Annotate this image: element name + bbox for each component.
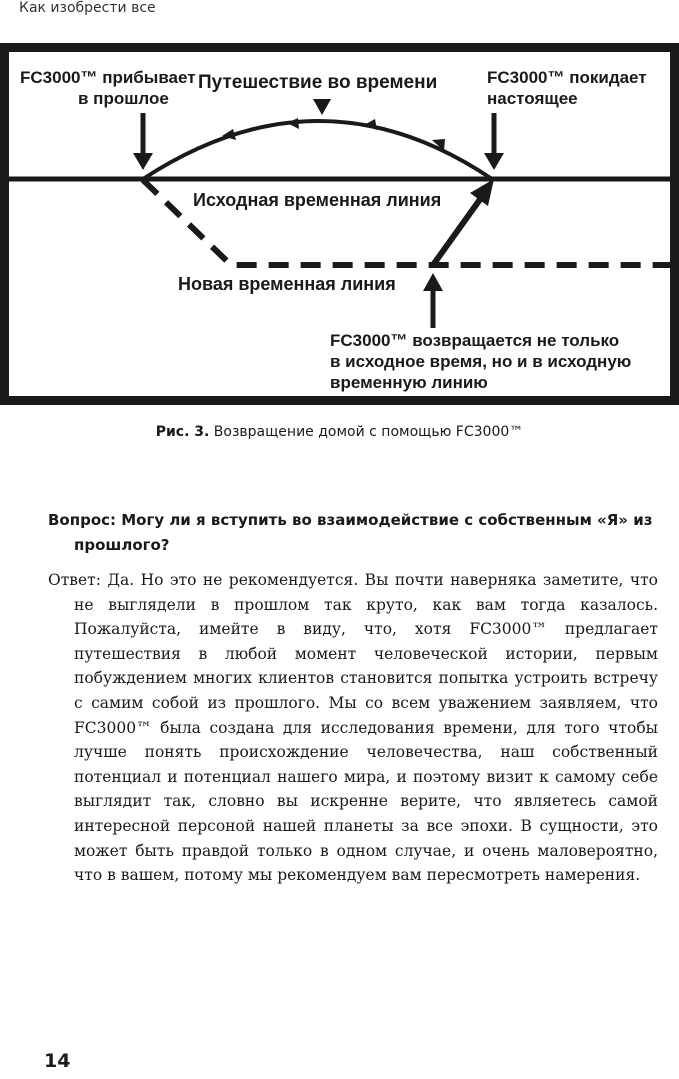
question: Вопрос: Могу ли я вступить во взаимодействие с собственным «Я» из прошлого? [48, 511, 653, 554]
timeline-diagram [0, 43, 679, 405]
label-returns-line2: в исходное время, но и в исходную [330, 352, 632, 371]
label-original-timeline: Исходная временная линия [193, 190, 442, 210]
leaves-arrow-head [484, 153, 504, 170]
label-leaves-line2: настоящее [487, 89, 578, 108]
label-returns-line1: FC3000™ возвращается не только [330, 331, 620, 350]
arrives-arrow-head [133, 153, 153, 170]
caption-label: Рис. 3. [155, 424, 210, 440]
arc-arrow-2 [364, 119, 377, 130]
label-leaves-line1: FC3000™ покидает [487, 68, 647, 87]
return-up-head [423, 273, 443, 291]
return-diagonal-head [470, 179, 494, 206]
answer: Ответ: Да. Но это не рекомендуется. Вы почти наверняка заметите, что не выглядели в прошлом так круто, как вам тогда казалось. Пожалуйста, имейте в виду, что, хотя FC3000™ предлагает путешествия в любой момент человеческой истории, первым побуждением многих клиентов становится попытка устроить встречу с самим собой из прошлого. Мы со всем уважением заявляем, что FC3000™ была создана для исследования времени, для того чтобы лучше понять происхождение человечества, наш собственный потенциал и потенциал нашего мира, и поэтому визит к самому себе выглядит так, словно вы искренне верите, что являетесь самой интересной персоной нашей планеты за все эпохи. В сущности, это может быть правдой только в одном случае, и очень маловероятно, что в вашем, потому мы рекомендуем вам пересмотреть намерения. [48, 571, 658, 885]
page-number: 14 [44, 1050, 71, 1072]
arc-arrow-3 [287, 118, 299, 129]
label-time-travel: Путешествие во времени [198, 72, 438, 93]
timeline-figure [0, 43, 679, 405]
travel-down-arrow [313, 99, 331, 115]
label-returns-line3: временную линию [330, 373, 488, 392]
running-head: Как изобрести все [19, 0, 156, 16]
label-arrives-line1: FC3000™ прибывает [20, 68, 196, 87]
label-arrives-line2: в прошлое [78, 89, 169, 108]
time-travel-arc [143, 121, 492, 179]
label-new-timeline: Новая временная линия [178, 274, 396, 294]
caption-text: Возвращение домой с помощью FC3000™ [209, 424, 524, 440]
figure-caption [0, 424, 679, 440]
